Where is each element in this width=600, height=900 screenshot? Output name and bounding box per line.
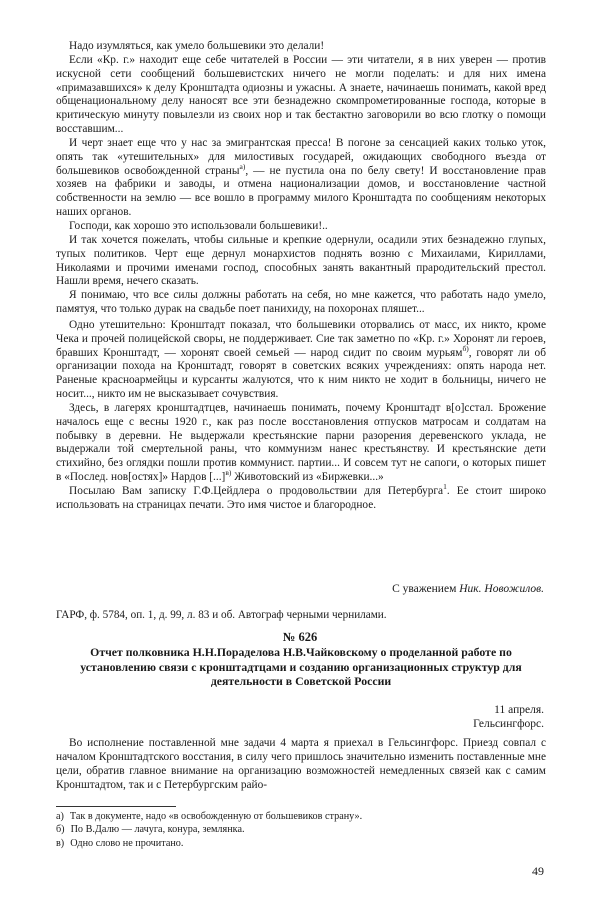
paragraph: И черт знает еще что у нас за эмигрантская пресса! В погоне за сенсацией каких только уток, опять так «утешительных» для милостивых государей, ожидающих свободного въезда от большевиков освобожденной страны$^{а)}$, — не пустила она по белу свету! И восстановление прав хозяев на фабрики и заводы, и отмена национализации домов, и восстановление частной собственности на землю — все вошло в программу милого Кронштадта по сообщениям некоторых наших органов. [56, 136, 546, 219]
footnote-marker: а) [56, 811, 64, 822]
footnote-mark: а) [239, 161, 246, 171]
document-date-place [473, 703, 544, 731]
footnote-text: По В.Далю — лачуга, конура, землянка. [70, 824, 245, 836]
document-title: Отчет полковника Н.Н.Пораделова Н.В.Чайковскому о проделанной работе по установлению связи с кронштадтцами и созданию организационных структур для деятельности в Советской России [80, 645, 522, 689]
paragraph: Здесь, в лагерях кронштадтцев, начинаешь понимать, почему Кронштадт в[о]сстал. Брожение началось еще с весны 1920 г., как раз после восстановления отпусков матросам и солдатам на побывку в деревни. Не выдержали крестьянские парни разорения деревенского уклада, не выдержали той смертельной раны, что коммунизм нанес крестьянству. И крестьянские дети стихийно, без оглядки пошли против коммунист. партии... И совсем тут не сапоги, о которых пишет в «Послед. нов[остях]» Нардов [...]$^{в)}$ Животовский из «Биржевки...» [56, 401, 546, 484]
footnote-text: Так в документе, надо «в освобожденную от большевиков страну». [69, 811, 363, 822]
footnote-marker: б) [56, 824, 65, 836]
paragraph: Во исполнение поставленной мне задачи 4 марта я приехал в Гельсингфорс. Приезд совпал с началом Кронштадтского восстания, в силу чего пришлось значительно изменить поставленные мне цели, обратив главное внимание на организацию возможностей немедленных связей как с самим Кронштадтом, так и с Петербургским райо- [56, 737, 546, 791]
footnote [56, 810, 546, 823]
footnote-mark: в) [225, 468, 232, 478]
paragraph: Я понимаю, что все силы должны работать на себя, но мне кажется, что работать надо умело, памятуя, что только дурак на свадьбе поет панихиду, на похоронах пляшет... [56, 289, 546, 316]
page-number: 49 [532, 864, 544, 878]
signature-prefix: С уважением [392, 583, 457, 595]
footnote [56, 837, 546, 850]
document-place: Гельсингфорс. [473, 718, 544, 730]
document-date: 11 апреля. [494, 704, 544, 716]
letter-body [56, 40, 546, 513]
footnote-text: Одно слово не прочитано. [70, 837, 184, 849]
footnotes [56, 810, 546, 850]
paragraph: Если «Кр. г.» находит еще себе читателей в России — эти читатели, я в них уверен — против искусной сети сообщений большевистских ничего не могли поделать: и для них имена «примазавшихся» к делу Кронштадта одиозны и ужасны. А знаете, начинаешь понимать, какой вред общенациональному делу наносят все эти безнадежно скомпрометированные господа, которые в критическую минуту повылезли из своих нор и так бестактно заговорили во всю глотку о помощи восставшим... [56, 53, 546, 136]
paragraph: И так хочется пожелать, чтобы сильные и крепкие одернули, осадили этих безнадежно глупых, тупых политиков. Черт еще дернул монархистов поднять возню с Михаилами, Кириллами, Николаями и прочими именами господ, способных занять вакантный прародительский престол. Нашли время, нечего сказать. [56, 233, 546, 288]
signature-name: Ник. Новожилов. [459, 583, 544, 595]
footnote-divider [56, 806, 176, 807]
footnote-mark: б) [462, 343, 469, 353]
footnote [56, 823, 546, 836]
archive-reference: ГАРФ, ф. 5784, оп. 1, д. 99, л. 83 и об. Автограф черными чернилами. [56, 609, 387, 621]
paragraph: Одно утешительно: Кронштадт показал, что большевики оторвались от масс, их никто, кроме Чека и прочей полицейской своры, не поддерживает. Сие так заметно по «Кр. г.» Хоронят ли героев, бравших Кронштадт, — хоронят своей семьей — народ сидит по своим мурьям$^{б)}$, говорят ли об организации похода на Кронштадт, говорят в советских всяких учреждениях: опять народа нет. Раненые красноармейцы и курсанты жалуются, что к ним никто не ходит в больницы, ничего не носит..., никто им не высказывает сочувствия. [56, 318, 546, 401]
footnote-marker: в) [56, 837, 65, 849]
paragraph: Посылаю Вам записку Г.Ф.Цейдлера о продовольствии для Петербурга$^1$. Ее стоит широко использовать на страницах печати. Это имя чистое и благородное. [56, 482, 547, 511]
signature [392, 582, 544, 596]
report-body [56, 737, 546, 792]
paragraph: Господи, как хорошо это использовали большевики!.. [69, 219, 328, 232]
document-number: № 626 [282, 630, 318, 644]
paragraph: Надо изумляться, как умело большевики это делали! [69, 40, 325, 52]
footnote-mark: 1 [443, 482, 447, 492]
